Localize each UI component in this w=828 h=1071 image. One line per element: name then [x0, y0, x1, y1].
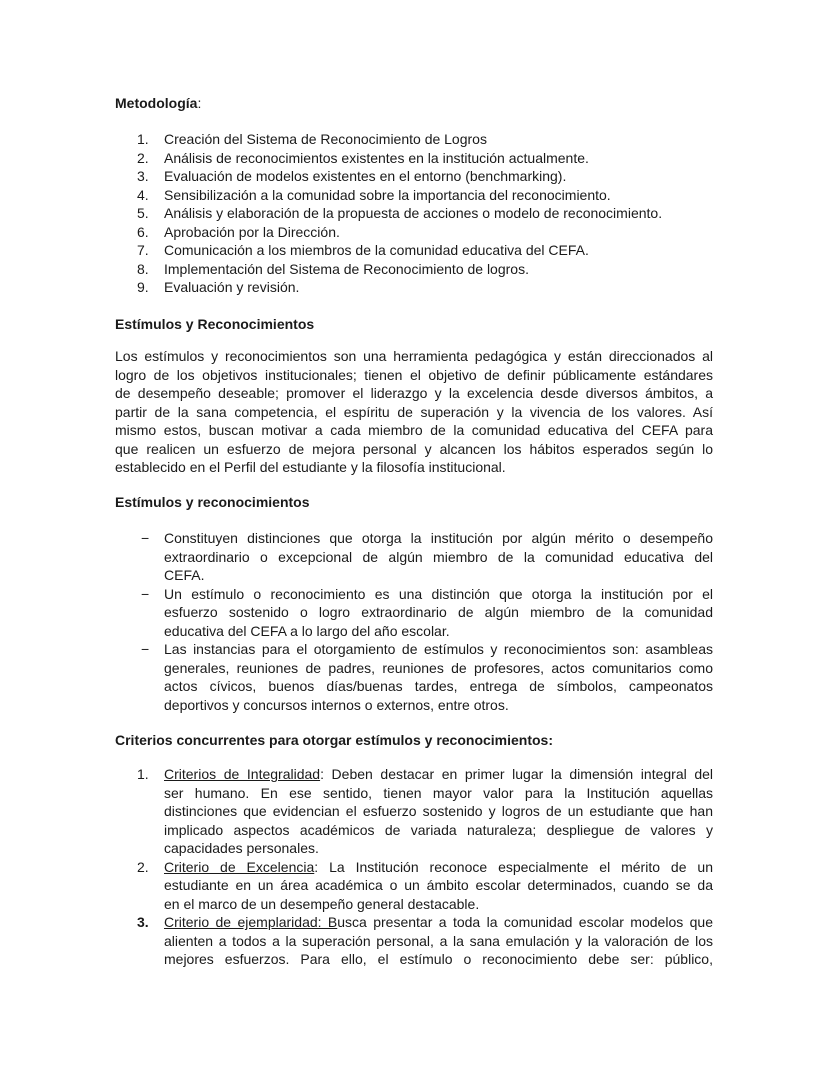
list-item-text: Sensibilización a la comunidad sobre la importancia del reconocimiento.	[164, 186, 611, 203]
list-item-line: extraordinario o excepcional de algún miembro de la comunidad educativa del	[164, 548, 713, 565]
list-number: 2.	[137, 149, 149, 166]
criterio-term: Criterio de ejemplaridad: B	[164, 914, 338, 930]
list-item-line: actos cívicos, buenos días/buenas tardes, entrega de símbolos, campeonatos	[164, 678, 713, 694]
list-item	[137, 585, 713, 641]
list-number: 5.	[137, 205, 149, 221]
criterio-item	[137, 913, 713, 969]
list-number: 1.	[137, 766, 149, 782]
list-item-line: generales, reuniones de padres, reuniones de profesores, actos comunitarios como	[164, 659, 713, 676]
paragraph-line: logro de los objetivos institucionales; tienen el objetivo de definir públicamente estándares	[115, 366, 713, 383]
list-number: 4.	[137, 186, 149, 203]
list-item-line: mejores esfuerzos. Para ello, el estímulo o reconocimiento debe ser: público,	[164, 951, 713, 967]
heading-colon: :	[197, 95, 202, 111]
list-item-line: Constituyen distinciones que otorga la institución por algún mérito o desempeño	[164, 530, 713, 546]
criterio-term: Criterio de Excelencia	[164, 858, 315, 875]
list-number: 1.	[137, 131, 149, 147]
estimulos-bullet-list	[137, 529, 713, 714]
list-item-line: alienten a todos a la superación personal, a la sana emulación y la valoración de los	[164, 932, 713, 949]
list-item-text: Creación del Sistema de Reconocimiento de Logros	[164, 131, 487, 147]
list-number: 2.	[137, 858, 149, 875]
list-item	[137, 241, 713, 260]
criterio-text: : Deben destacar en primer lugar la dimensión integral del	[320, 766, 713, 782]
list-item-line: implicado aspectos académicos de variada naturaleza; despliegue de valores y	[164, 821, 713, 838]
list-number: 6.	[137, 223, 149, 240]
criterio-term: Criterios de Integralidad	[164, 766, 321, 782]
list-item-line: Un estímulo o reconocimiento es una distinción que otorga la institución por el	[164, 585, 713, 602]
dash-bullet-icon: −	[141, 641, 150, 657]
list-item-line: distinciones que evidencian el esfuerzo sostenido y logros de un estudiante que han	[164, 803, 713, 819]
heading-metodologia	[115, 94, 713, 113]
list-item	[137, 186, 713, 205]
list-item-text: Implementación del Sistema de Reconocimiento de logros.	[164, 260, 529, 277]
list-item-line	[164, 858, 713, 877]
list-item-line: esfuerzo sostenido o logro extraordinario de algún miembro de la comunidad	[164, 604, 713, 620]
heading-text: Metodología	[115, 95, 198, 111]
list-number: 8.	[137, 260, 149, 277]
list-number: 3.	[137, 168, 149, 184]
heading-estimulos: Estímulos y Reconocimientos	[115, 316, 315, 332]
paragraph-line: partir de la sana competencia, el espíritu de superación y la vivencia de los valores. Así	[115, 403, 713, 420]
estimulos-paragraph	[115, 347, 713, 477]
criterio-item	[137, 858, 713, 914]
heading-estimulos-2: Estímulos y reconocimientos	[115, 494, 310, 510]
list-item-text: Comunicación a los miembros de la comunidad educativa del CEFA.	[164, 242, 589, 258]
list-item-line: Las instancias para el otorgamiento de estímulos y reconocimientos son: asambleas	[164, 641, 713, 657]
criterio-text: : La Institución reconoce especialmente el mérito de un	[314, 858, 714, 875]
metodologia-list	[137, 130, 713, 297]
list-item-line	[164, 765, 713, 784]
list-item-line: CEFA.	[164, 567, 205, 583]
paragraph-line: que realicen un esfuerzo de mejora personal y alcancen los hábitos esperados según lo	[115, 440, 713, 457]
criterio-text: usca presentar a toda la comunidad escolar modelos que	[337, 914, 713, 930]
list-item	[137, 640, 713, 714]
list-item	[137, 130, 713, 149]
list-item-line: capacidades personales.	[164, 840, 319, 856]
list-item-text: Evaluación y revisión.	[164, 279, 300, 295]
list-item	[137, 278, 713, 297]
dash-bullet-icon: −	[141, 585, 150, 602]
paragraph-line: establecido en el Perfil del estudiante y la filosofía institucional.	[115, 459, 506, 475]
paragraph-line: Los estímulos y reconocimientos son una herramienta pedagógica y están direccionados al	[115, 348, 713, 364]
list-number: 9.	[137, 279, 149, 295]
list-item-text: Evaluación de modelos existentes en el entorno (benchmarking).	[164, 168, 567, 184]
criterios-list	[137, 765, 713, 969]
list-number: 3.	[137, 914, 149, 930]
list-item-line: en el marco de un desempeño general destacable.	[164, 895, 480, 912]
list-item	[137, 167, 713, 186]
dash-bullet-icon: −	[141, 530, 150, 546]
list-item-text: Análisis de reconocimientos existentes en la institución actualmente.	[164, 149, 589, 166]
list-item-line: ser humano. En ese sentido, tienen mayor valor para la Institución aquellas	[164, 784, 713, 801]
list-item-line: estudiante en un área académica o un ámbito escolar determinados, cuando se da	[164, 877, 713, 893]
list-item	[137, 223, 713, 242]
list-item-text: Análisis y elaboración de la propuesta de acciones o modelo de reconocimiento.	[164, 205, 663, 221]
paragraph-line: de desempeño deseable; promover el liderazgo y la excelencia desde diversos ámbitos, a	[115, 385, 713, 401]
paragraph-line: mismo estos, buscan motivar a cada miembro de la comunidad educativa del CEFA para	[115, 422, 713, 438]
list-item	[137, 204, 713, 223]
list-item	[137, 529, 713, 585]
list-item-text: Aprobación por la Dirección.	[164, 223, 340, 240]
heading-criterios: Criterios concurrentes para otorgar estímulos y reconocimientos:	[115, 732, 554, 748]
list-item-line	[164, 913, 713, 932]
list-item	[137, 260, 713, 279]
list-number: 7.	[137, 242, 149, 258]
list-item-line: educativa del CEFA a lo largo del año escolar.	[164, 622, 450, 639]
list-item-line: deportivos y concursos internos o externos, entre otros.	[164, 696, 509, 713]
list-item	[137, 149, 713, 168]
criterio-item	[137, 765, 713, 858]
